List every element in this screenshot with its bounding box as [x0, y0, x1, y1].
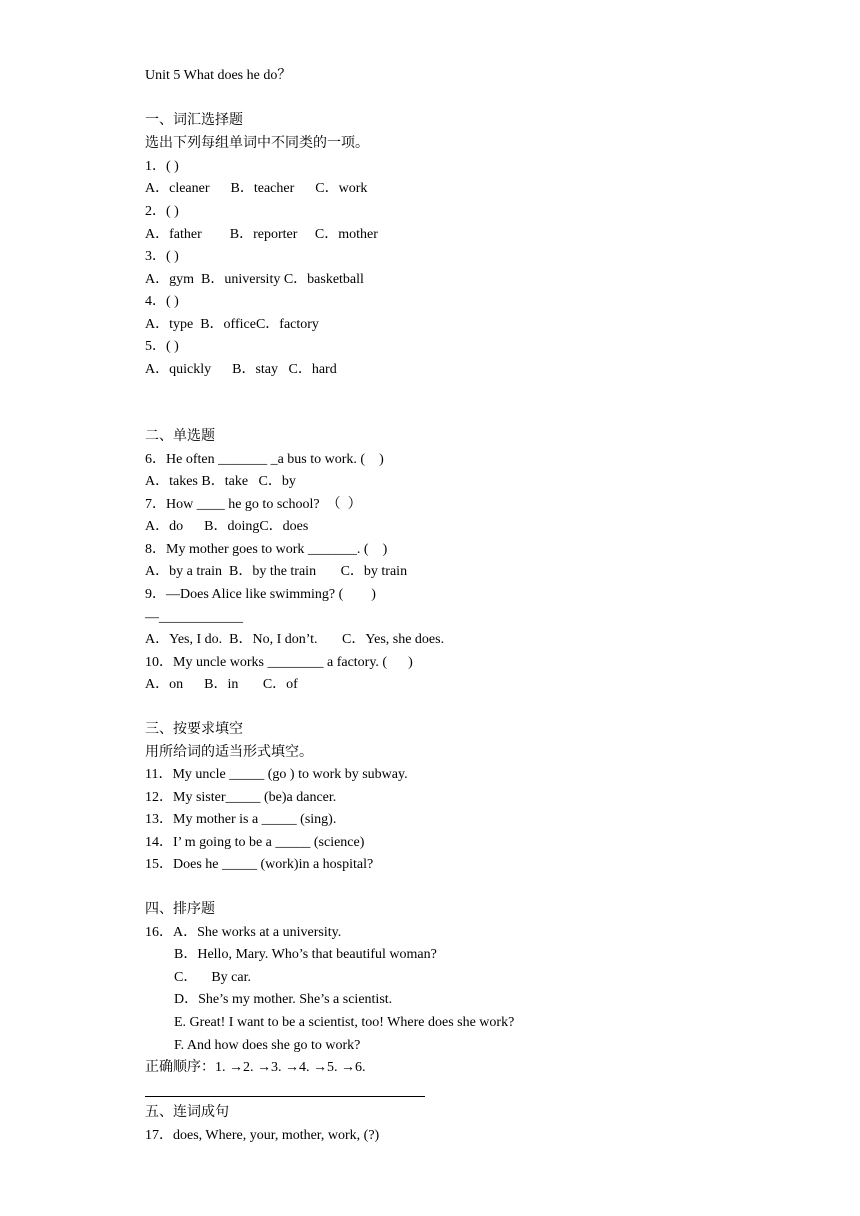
page-title: Unit 5 What does he do？	[145, 68, 292, 83]
question-8-text: 8．My mother goes to work _______. ( )	[145, 542, 388, 557]
section5-heading: 五、连词成句	[145, 1105, 229, 1120]
question-16-answer-order: 正确顺序：1. →2. →3. →4. →5. →6.	[145, 1060, 366, 1075]
question-4-number: 4．( )	[145, 294, 179, 309]
question-9-text: 9．—Does Alice like swimming? ( )	[145, 587, 376, 602]
question-1-options: A．cleaner B．teacher C．work	[145, 181, 368, 196]
question-8-options: A．by a train B．by the train C．by train	[145, 564, 408, 579]
question-12-text: 12．My sister_____ (be)a dancer.	[145, 790, 337, 805]
question-16-line-c: C． By car.	[174, 970, 251, 985]
question-15-text: 15．Does he _____ (work)in a hospital?	[145, 857, 374, 872]
question-9-options: A．Yes, I do. B．No, I don’t. C．Yes, she does.	[145, 632, 445, 647]
section1-instruction: 选出下列每组单词中不同类的一项。	[145, 136, 369, 151]
section1-heading: 一、词汇选择题	[145, 113, 243, 128]
question-16-line-a: 16．A．She works at a university.	[145, 925, 342, 940]
question-17-text: 17．does, Where, your, mother, work, (?)	[145, 1128, 380, 1143]
question-13-text: 13．My mother is a _____ (sing).	[145, 812, 337, 827]
question-7-options: A．do B．doingC．does	[145, 519, 309, 534]
section3-instruction: 用所给词的适当形式填空。	[145, 745, 313, 760]
question-14-text: 14．I’ m going to be a _____ (science)	[145, 835, 365, 850]
question-16-line-b: B．Hello, Mary. Who’s that beautiful woman?	[174, 947, 437, 962]
question-10-text: 10．My uncle works ________ a factory. ( )	[145, 655, 413, 670]
question-16-line-f: F. And how does she go to work?	[174, 1038, 361, 1053]
question-2-options: A．father B．reporter C．mother	[145, 227, 378, 242]
section4-heading: 四、排序题	[145, 902, 215, 917]
question-3-options: A．gym B．university C．basketball	[145, 272, 364, 287]
question-10-options: A．on B．in C．of	[145, 677, 298, 692]
section3-heading: 三、按要求填空	[145, 722, 243, 737]
question-6-text: 6．He often _______ _a bus to work. ( )	[145, 452, 384, 467]
question-6-options: A．takes B．take C．by	[145, 474, 296, 489]
question-7-text: 7．How ____ he go to school? （ ）	[145, 497, 362, 512]
question-4-options: A．type B．officeC．factory	[145, 317, 319, 332]
question-16-line-d: D．She’s my mother. She’s a scientist.	[174, 992, 393, 1007]
question-16-line-e: E. Great! I want to be a scientist, too! Where does she work?	[174, 1015, 515, 1030]
answer-underline	[145, 1096, 425, 1097]
section2-heading: 二、单选题	[145, 429, 215, 444]
question-2-number: 2．( )	[145, 204, 179, 219]
question-9-answer-blank: —____________	[145, 610, 243, 625]
question-5-number: 5．( )	[145, 339, 179, 354]
question-3-number: 3．( )	[145, 249, 179, 264]
question-11-text: 11．My uncle _____ (go ) to work by subway.	[145, 767, 408, 782]
question-1-number: 1．( )	[145, 159, 179, 174]
question-5-options: A．quickly B．stay C．hard	[145, 362, 337, 377]
